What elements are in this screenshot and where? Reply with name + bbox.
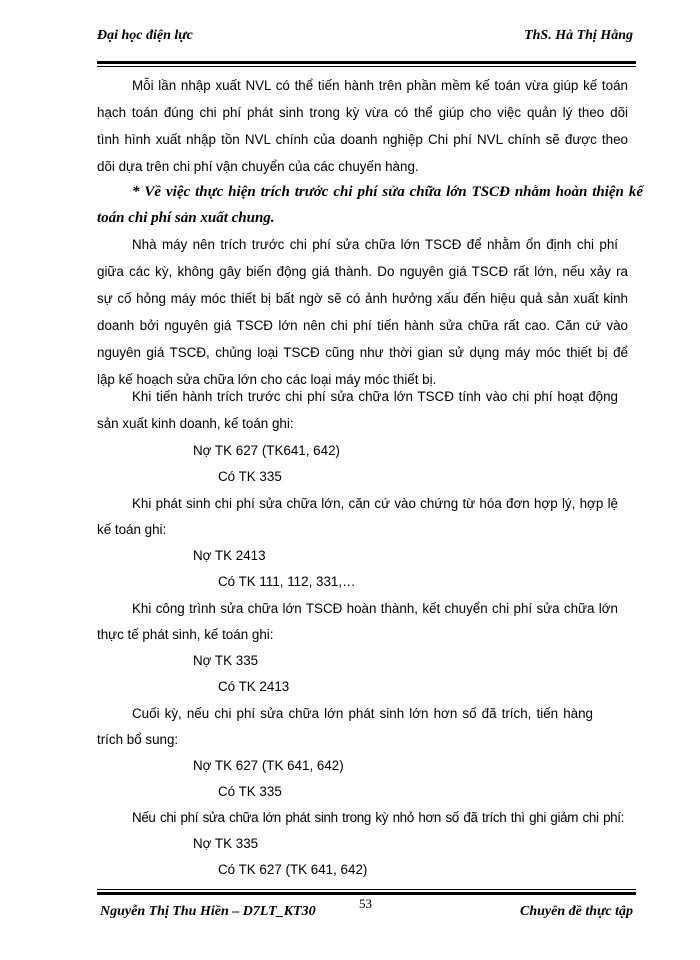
paragraph-line: doanh bởi nguyên giá TSCĐ lớn nên chi phí tiến hành sửa chữa rất cao. Căn cứ vào <box>97 318 628 333</box>
journal-entry-credit: Có TK 2413 <box>218 679 290 694</box>
page-number: 53 <box>359 896 372 911</box>
footer-left-text: Nguyễn Thị Thu Hiền – D7LT_KT30 <box>100 904 316 919</box>
section-heading-line: toán chi phí sản xuất chung. <box>97 210 275 226</box>
journal-entry-credit: Có TK 335 <box>218 469 282 484</box>
paragraph-line: hạch toán đúng chi phí phát sinh trong kỳ vừa có thể giúp cho việc quản lý theo dõi <box>97 105 628 120</box>
paragraph-line: kế toán ghi: <box>97 522 167 537</box>
paragraph-line: Khi tiến hành trích trước chi phí sửa chữa lớn TSCĐ tính vào chi phí hoạt động <box>132 389 618 404</box>
paragraph-line: Mỗi lần nhập xuất NVL có thể tiến hành trên phần mềm kế toán vừa giúp kế toán <box>132 78 628 93</box>
footer-rule-thick <box>97 892 636 895</box>
paragraph-line: trích bổ sung: <box>97 732 179 747</box>
header-rule-thick <box>97 61 636 64</box>
page-footer <box>97 896 633 922</box>
paragraph-line: sản xuất kinh doanh, kế toán ghi: <box>97 416 294 431</box>
journal-entry-debit: Nợ TK 627 (TK 641, 642) <box>193 758 344 773</box>
paragraph-line: nguyên giá TSCĐ, chủng loại TSCĐ cũng như thời gian sử dụng máy móc thiết bị để <box>97 345 628 360</box>
journal-entry-debit: Nợ TK 335 <box>193 836 259 851</box>
paragraph-line: Nhà máy nên trích trước chi phí sửa chữa lớn TSCĐ để nhằm ổn định chi phí <box>132 237 618 252</box>
paragraph-line: dõi dựa trên chi phí vận chuyển của các chuyến hàng. <box>97 159 419 174</box>
header-rule-thin <box>97 66 636 67</box>
footer-right-text: Chuyên đề thực tập <box>519 904 633 919</box>
footer-rule-thin <box>97 889 636 890</box>
paragraph-line: Khi công trình sửa chữa lớn TSCĐ hoàn thành, kết chuyển chi phí sửa chữa lớn <box>132 601 618 616</box>
paragraph-line: lập kế hoạch sửa chữa lớn cho các loại máy móc thiết bị. <box>97 372 437 387</box>
journal-entry-debit: Nợ TK 627 (TK641, 642) <box>193 443 340 458</box>
journal-entry-debit: Nợ TK 335 <box>193 653 259 668</box>
section-heading-line: * Về việc thực hiện trích trước chi phí sửa chữa lớn TSCĐ nhằm hoàn thiện kế <box>132 184 643 200</box>
paragraph-line: tình hình xuất nhập tồn NVL chính của doanh nghiệp Chi phí NVL chính sẽ được theo <box>97 132 628 147</box>
header-left-text: Đại học điện lực <box>97 28 193 43</box>
page-header <box>97 22 633 44</box>
journal-entry-debit: Nợ TK 2413 <box>193 548 266 563</box>
journal-entry-credit: Có TK 335 <box>218 784 282 799</box>
paragraph-line: Khi phát sinh chi phí sửa chữa lớn, căn cứ vào chứng từ hóa đơn hợp lý, hợp lệ <box>132 496 618 511</box>
journal-entry-credit: Có TK 627 (TK 641, 642) <box>218 862 368 877</box>
header-right-text: ThS. Hà Thị Hằng <box>524 28 633 43</box>
journal-entry-credit: Có TK 111, 112, 331,… <box>218 574 356 589</box>
paragraph-line: giữa các kỳ, không gây biến động giá thành. Do nguyên giá TSCĐ rất lớn, nếu xảy ra <box>97 264 628 279</box>
paragraph-line: Nếu chi phí sửa chữa lớn phát sinh trong kỳ nhỏ hơn số đã trích thì ghi giảm chi phí: <box>132 810 624 825</box>
paragraph-line: thực tế phát sinh, kế toán ghi: <box>97 627 274 642</box>
paragraph-line: Cuối kỳ, nếu chi phí sửa chữa lớn phát sinh lớn hơn số đã trích, tiến hàng <box>132 706 593 721</box>
paragraph-line: sự cố hỏng máy móc thiết bị bất ngờ sẽ có ảnh hưởng xấu đến hiệu quả sản xuất kinh <box>97 291 628 306</box>
